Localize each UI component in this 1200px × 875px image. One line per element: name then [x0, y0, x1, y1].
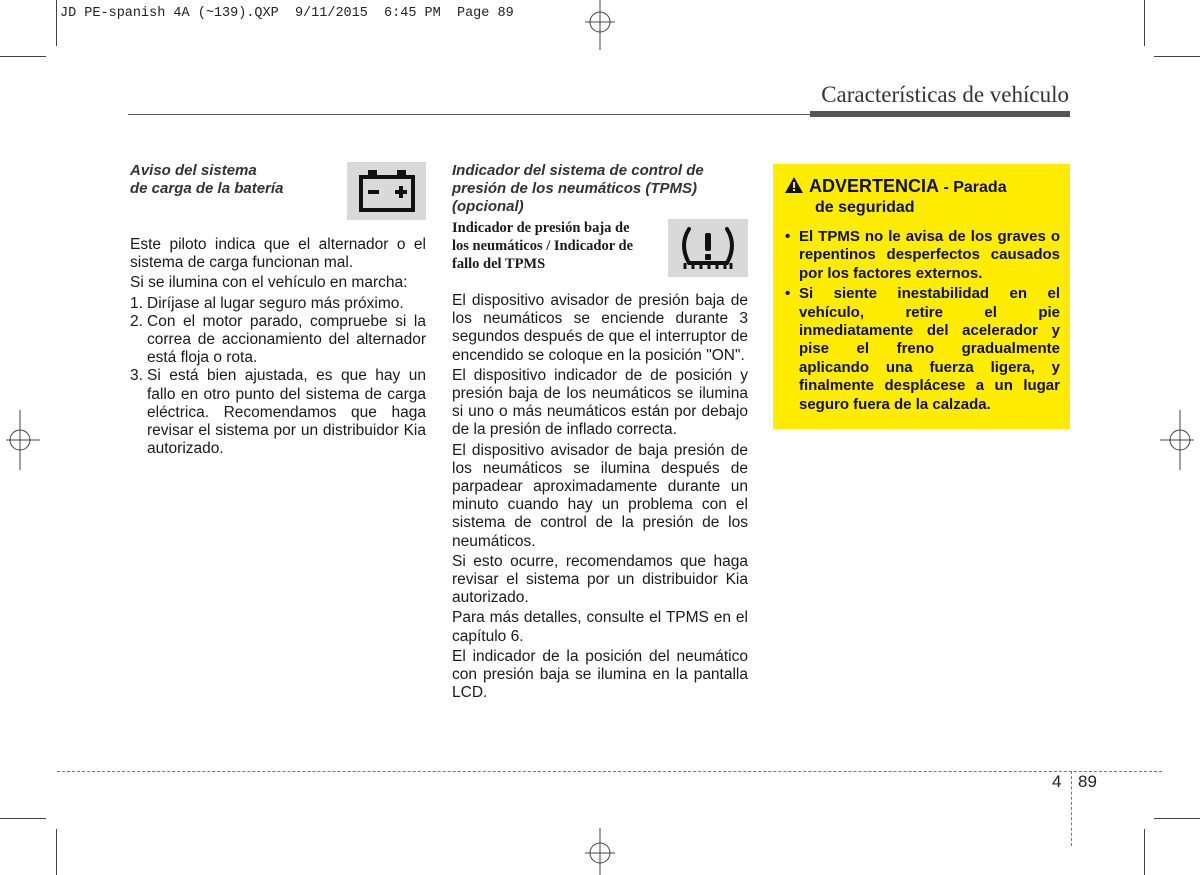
tpms-heading-line3: (opcional): [452, 198, 524, 215]
battery-body: [130, 236, 426, 458]
battery-icon-box: [347, 162, 426, 220]
tpms-para: El dispositivo indicador de de posición y presión baja de los neumáticos se ilumina si uno o más neumáticos están por debajo de la presión de inflado correcta.: [452, 366, 748, 439]
warning-title-line2: de seguridad: [815, 199, 915, 216]
step-item: [130, 313, 426, 368]
tpms-para: El dispositivo avisador de presión baja de los neumáticos se enciende durante 3 segundos después de que el interruptor de encendido se coloque en la posición "ON".: [452, 292, 748, 364]
battery-steps: [130, 295, 426, 459]
warning-item: • Si siente inestabilidad en el vehículo, retire el pie inmediatamente del acelerador y pise el freno gradualmente aplicando una fuerza ligera, y finalmente desplácese a un lugar seguro fuera de la calzada.: [785, 285, 1060, 414]
running-title: Características de vehículo: [821, 82, 1069, 107]
warning-title-main: ADVERTENCIA: [809, 176, 940, 196]
tpms-para: Si esto ocurre, recomendamos que haga revisar el sistema por un distribuidor Kia autorizado.: [452, 552, 748, 607]
tpms-heading-line1: Indicador del sistema de control de: [452, 162, 704, 179]
step-text: Diríjase al lugar seguro más próximo.: [147, 294, 404, 312]
step-number: 2.: [130, 312, 143, 330]
header-rule-thin: [128, 114, 810, 115]
warning-triangle-icon: [785, 177, 803, 193]
print-slug: JD PE-spanish 4A (~139).QXP 9/11/2015 6:45 PM Page 89: [60, 6, 514, 21]
warning-box: [773, 164, 1070, 429]
registration-mark-top: [585, 0, 615, 50]
warning-title: [785, 176, 1060, 218]
battery-para1: Este piloto indica que el alternador o el sistema de carga funcionan mal.: [130, 236, 426, 272]
tpms-para: Para más detalles, consulte el TPMS en el capítulo 6.: [452, 609, 748, 645]
battery-heading-line1: Aviso del sistema: [130, 162, 257, 179]
footer-dashed-rule: [57, 771, 1162, 772]
chapter-number: 4: [1052, 772, 1062, 791]
warning-item: • El TPMS no le avisa de los graves o repentinos desperfectos causados por los factores externos.: [785, 228, 1060, 283]
tpms-body: [452, 292, 748, 704]
tpms-sub-line1: Indicador de presión baja de: [452, 220, 630, 236]
tpms-icon-box: [668, 219, 748, 277]
step-item: [130, 295, 426, 313]
battery-heading-line2: de carga de la batería: [130, 180, 284, 197]
battery-warning-heading: [130, 162, 340, 198]
tpms-subheading: [452, 219, 664, 273]
tpms-sub-line3: fallo del TPMS: [452, 256, 546, 272]
registration-mark-left: [0, 410, 40, 470]
tpms-heading: [452, 162, 752, 216]
step-number: 1.: [130, 294, 143, 312]
footer-dashed-divider: [1071, 771, 1072, 846]
header-rule-thick: [810, 111, 1070, 117]
tpms-heading-line2: presión de los neumáticos (TPMS): [452, 180, 698, 197]
step-text: Con el motor parado, compruebe si la correa de accionamiento del alternador está floja o rota.: [147, 312, 426, 367]
tpms-sub-line2: los neumáticos / Indicador de: [452, 238, 634, 254]
warning-list: [785, 228, 1060, 414]
tpms-para: El dispositivo avisador de baja presión de los neumáticos se ilumina después de parpadear aproximadamente durante un minuto cuando hay un problema con el sistema de control de la presión de los neumáticos.: [452, 441, 748, 550]
step-item: [130, 367, 426, 458]
battery-para2: Si se ilumina con el vehículo en marcha:: [130, 274, 408, 292]
warning-title-sep: - Parada: [939, 179, 1007, 196]
page-number: 89: [1078, 772, 1097, 791]
tpms-para: El indicador de la posición del neumático con presión baja se ilumina en la pantalla LCD.: [452, 647, 748, 702]
registration-mark-right: [1160, 410, 1200, 470]
step-text: Si está bien ajustada, es que hay un fallo en otro punto del sistema de carga eléctrica. Recomendamos que haga revisar el sistema por un distribuidor Kia autorizado.: [147, 367, 426, 458]
step-number: 3.: [130, 367, 143, 385]
battery-icon: [355, 168, 419, 214]
tire-pressure-icon: [675, 223, 741, 273]
registration-mark-bottom: [585, 828, 615, 875]
